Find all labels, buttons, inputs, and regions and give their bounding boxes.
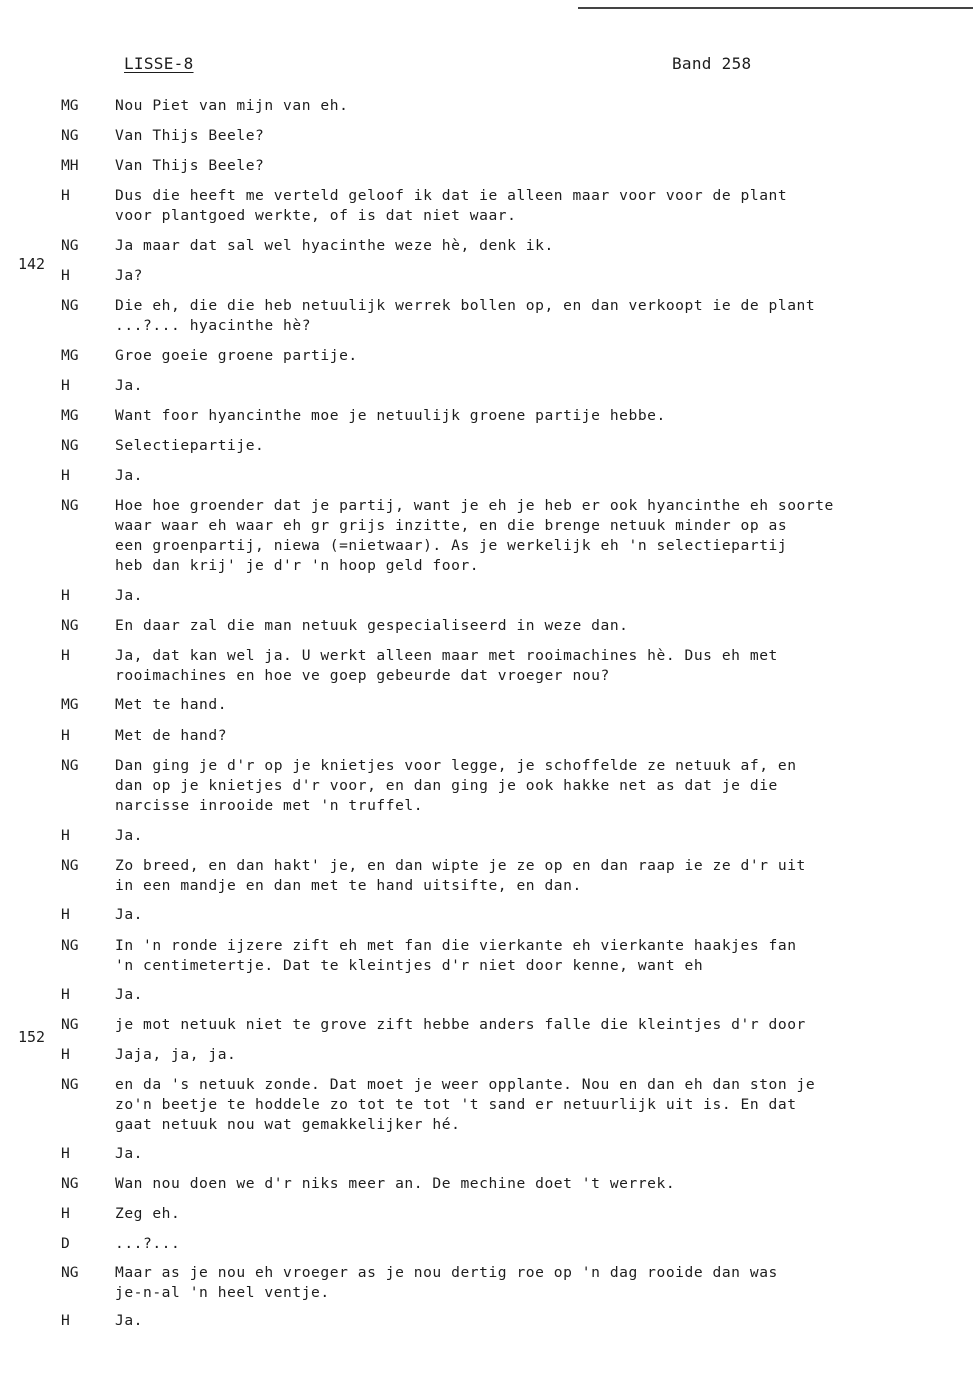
speaker-code: NG — [61, 1016, 79, 1033]
speaker-code: H — [61, 827, 70, 844]
utterance-text: En daar zal die man netuuk gespecialiseerd in weze dan. — [115, 617, 629, 634]
speaker-code: MH — [61, 157, 79, 174]
speaker-code: NG — [61, 237, 79, 254]
utterance-text: Ja. — [115, 1312, 144, 1329]
speaker-code: NG — [61, 1264, 79, 1281]
document-title: LISSE-8 — [124, 54, 194, 73]
margin-number: 142 — [18, 255, 46, 273]
speaker-code: H — [61, 267, 70, 284]
utterance-text: Ja. — [115, 587, 144, 604]
utterance-text: en da 's netuuk zonde. Dat moet je weer opplante. Nou en dan eh dan ston je zo'n beetje te hoddele zo tot te tot 't sand er netuurlijk uit is. En dat gaat netuuk nou wat gemakkelijker hé. — [115, 1076, 816, 1133]
speaker-code: H — [61, 1145, 70, 1162]
utterance-text: ...?... — [115, 1235, 181, 1252]
utterance-text: Wan nou doen we d'r niks meer an. De mechine doet 't werrek. — [115, 1175, 676, 1192]
speaker-code: MG — [61, 696, 79, 713]
utterance-text: Maar as je nou eh vroeger as je nou dertig roe op 'n dag rooide dan was je-n-al 'n heel ventje. — [115, 1264, 778, 1301]
speaker-code: H — [61, 986, 70, 1003]
speaker-code: NG — [61, 127, 79, 144]
utterance-text: Met te hand. — [115, 696, 228, 713]
speaker-code: NG — [61, 497, 79, 514]
speaker-code: H — [61, 467, 70, 484]
speaker-code: NG — [61, 437, 79, 454]
speaker-code: NG — [61, 937, 79, 954]
utterance-text: Ja. — [115, 377, 144, 394]
utterance-text: Ja. — [115, 906, 144, 923]
speaker-code: D — [61, 1235, 70, 1252]
speaker-code: H — [61, 1312, 70, 1329]
speaker-code: H — [61, 906, 70, 923]
utterance-text: Ja. — [115, 827, 144, 844]
speaker-code: H — [61, 377, 70, 394]
utterance-text: Jaja, ja, ja. — [115, 1046, 237, 1063]
speaker-code: NG — [61, 1076, 79, 1093]
utterance-text: Groe goeie groene partije. — [115, 347, 358, 364]
utterance-text: Ja? — [115, 267, 144, 284]
utterance-text: Van Thijs Beele? — [115, 157, 265, 174]
speaker-code: H — [61, 727, 70, 744]
utterance-text: Want foor hyancinthe moe je netuulijk groene partije hebbe. — [115, 407, 666, 424]
speaker-code: NG — [61, 1175, 79, 1192]
margin-number: 152 — [18, 1028, 46, 1046]
utterance-text: Die eh, die die heb netuulijk werrek bollen op, en dan verkoopt ie de plant ...?... hyacinthe hè? — [115, 297, 816, 334]
speaker-code: H — [61, 1205, 70, 1222]
utterance-text: Hoe hoe groender dat je partij, want je eh je heb er ook hyancinthe eh soorte waar waar eh waar eh gr grijs inzitte, en die brenge netuuk minder op as een groenpartij, niewa (=nietwaar). As je werkelijk eh 'n selectiepartij heb dan krij' je d'r 'n hoop geld foor. — [115, 497, 834, 574]
utterance-text: Ja. — [115, 986, 144, 1003]
utterance-text: Ja. — [115, 467, 144, 484]
speaker-code: H — [61, 1046, 70, 1063]
utterance-text: Met de hand? — [115, 727, 228, 744]
speaker-code: NG — [61, 857, 79, 874]
utterance-text: Zo breed, en dan hakt' je, en dan wipte je ze op en dan raap ie ze d'r uit in een mandje en dan met te hand uitsifte, en dan. — [115, 857, 806, 894]
utterance-text: je mot netuuk niet te grove zift hebbe anders falle die kleintjes d'r door — [115, 1016, 806, 1033]
speaker-code: NG — [61, 617, 79, 634]
speaker-code: NG — [61, 297, 79, 314]
speaker-code: MG — [61, 97, 79, 114]
speaker-code: H — [61, 187, 70, 204]
utterance-text: Zeg eh. — [115, 1205, 181, 1222]
top-rule — [578, 7, 973, 9]
speaker-code: MG — [61, 347, 79, 364]
utterance-text: Ja maar dat sal wel hyacinthe weze hè, denk ik. — [115, 237, 554, 254]
speaker-code: MG — [61, 407, 79, 424]
utterance-text: Van Thijs Beele? — [115, 127, 265, 144]
band-label: Band 258 — [672, 54, 752, 73]
utterance-text: Dan ging je d'r op je knietjes voor legge, je schoffelde ze netuuk af, en dan op je knietjes d'r voor, en dan ging je ook hakke net as dat je die narcisse inrooide met 'n truffel. — [115, 757, 797, 814]
speaker-code: H — [61, 587, 70, 604]
utterance-text: Ja, dat kan wel ja. U werkt alleen maar met rooimachines hè. Dus eh met rooimachines en hoe ve goep gebeurde dat vroeger nou? — [115, 647, 778, 684]
utterance-text: Selectiepartije. — [115, 437, 265, 454]
utterance-text: In 'n ronde ijzere zift eh met fan die vierkante eh vierkante haakjes fan 'n centimetertje. Dat te kleintjes d'r niet door kenne, want eh — [115, 937, 797, 974]
utterance-text: Dus die heeft me verteld geloof ik dat ie alleen maar voor voor de plant voor plantgoed werkte, of is dat niet waar. — [115, 187, 788, 224]
utterance-text: Ja. — [115, 1145, 144, 1162]
speaker-code: H — [61, 647, 70, 664]
utterance-text: Nou Piet van mijn van eh. — [115, 97, 349, 114]
speaker-code: NG — [61, 757, 79, 774]
